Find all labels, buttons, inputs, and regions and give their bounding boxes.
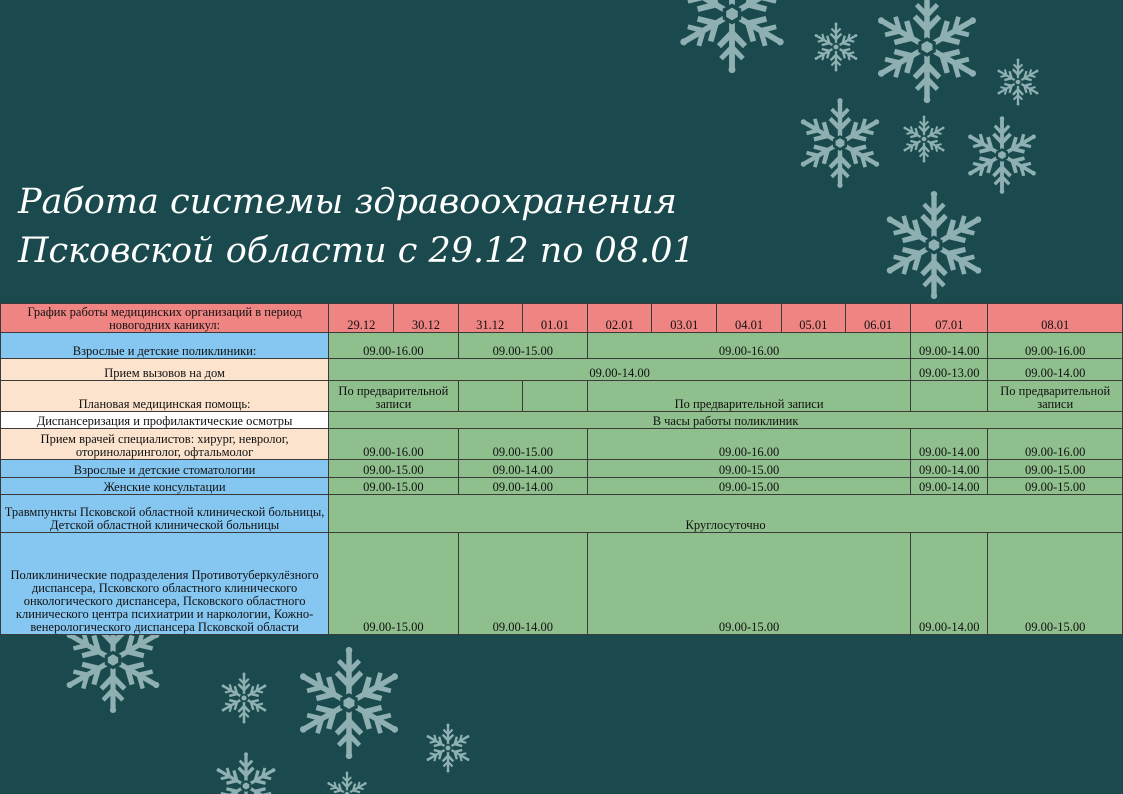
header-row — [1, 304, 1123, 333]
date-cell: 04.01 — [717, 304, 781, 333]
date-cell: 02.01 — [588, 304, 652, 333]
snowflake-icon — [325, 772, 370, 794]
hours-cell: 09.00-14.00 — [911, 533, 988, 635]
snowflake-icon — [963, 116, 1040, 194]
hours-cell: 09.00-13.00 — [911, 359, 988, 381]
table-row — [1, 333, 1123, 359]
row-label: Взрослые и детские стоматологии — [1, 460, 329, 478]
empty-cell — [911, 381, 988, 412]
hours-cell: В часы работы поликлиник — [329, 412, 1123, 429]
empty-cell — [458, 381, 522, 412]
hours-cell: По предварительной записи — [588, 381, 911, 412]
row-label: Травмпункты Псковской областной клинической больницы, Детской областной клинической больницы — [1, 495, 329, 533]
snowflake-icon — [901, 116, 948, 163]
date-cell: 03.01 — [652, 304, 717, 333]
hours-cell: 09.00-15.00 — [458, 333, 587, 359]
hours-cell: 09.00-15.00 — [458, 429, 587, 460]
date-cell: 05.01 — [781, 304, 845, 333]
hours-cell: 09.00-16.00 — [329, 429, 458, 460]
date-cell: 01.01 — [522, 304, 587, 333]
table-row — [1, 495, 1123, 533]
snowflake-icon — [293, 647, 404, 759]
snowflake-icon — [213, 752, 280, 794]
snowflake-icon — [812, 23, 861, 72]
row-label: Женские консультации — [1, 478, 329, 495]
hours-cell: 09.00-15.00 — [329, 533, 458, 635]
snowflake-icon — [424, 724, 473, 773]
hours-cell: 09.00-14.00 — [458, 478, 587, 495]
table-row — [1, 533, 1123, 635]
hours-cell: 09.00-15.00 — [588, 460, 911, 478]
snowflake-icon — [673, 0, 791, 73]
table-row — [1, 460, 1123, 478]
row-label: Прием врачей специалистов: хирург, невролог, оториноларинголог, офтальмолог — [1, 429, 329, 460]
date-cell: 06.01 — [845, 304, 910, 333]
header-label: График работы медицинских организаций в период новогодних каникул: — [1, 304, 329, 333]
hours-cell: 09.00-15.00 — [329, 460, 458, 478]
hours-cell: 09.00-14.00 — [911, 429, 988, 460]
empty-cell — [522, 381, 587, 412]
row-label: Взрослые и детские поликлиники: — [1, 333, 329, 359]
hours-cell: 09.00-15.00 — [588, 478, 911, 495]
schedule-table — [0, 303, 1123, 635]
hours-cell: 09.00-16.00 — [988, 333, 1123, 359]
date-cell: 31.12 — [458, 304, 522, 333]
snowflake-icon — [795, 98, 884, 188]
hours-cell: 09.00-14.00 — [911, 333, 988, 359]
snowflake-icon — [871, 0, 982, 103]
hours-cell: 09.00-16.00 — [988, 429, 1123, 460]
hours-cell: 09.00-15.00 — [988, 533, 1123, 635]
row-label: Прием вызовов на дом — [1, 359, 329, 381]
hours-cell: 09.00-16.00 — [588, 429, 911, 460]
title-line-2: Псковской области с 29.12 по 08.01 — [18, 231, 695, 271]
hours-cell: 09.00-16.00 — [588, 333, 911, 359]
hours-cell: Круглосуточно — [329, 495, 1123, 533]
hours-cell: 09.00-14.00 — [329, 359, 911, 381]
hours-cell: 09.00-14.00 — [911, 478, 988, 495]
date-cell: 08.01 — [988, 304, 1123, 333]
hours-cell: 09.00-15.00 — [588, 533, 911, 635]
date-cell: 07.01 — [911, 304, 988, 333]
hours-cell: 09.00-14.00 — [988, 359, 1123, 381]
row-label: Плановая медицинская помощь: — [1, 381, 329, 412]
hours-cell: 09.00-14.00 — [911, 460, 988, 478]
row-label: Диспансеризация и профилактические осмотры — [1, 412, 329, 429]
snowflake-icon — [219, 673, 270, 724]
row-label: Поликлинические подразделения Противотуберкулёзного диспансера, Псковского областного клинического онкологического диспансера, Псковского областного клинического центра психиатрии и наркологии, Кожно-венерологического диспансера Псковской области — [1, 533, 329, 635]
title-line-1: Работа системы здравоохранения — [18, 182, 677, 222]
date-cell: 29.12 — [329, 304, 394, 333]
page-title — [18, 178, 695, 276]
hours-cell: По предварительной записи — [329, 381, 458, 412]
table-row — [1, 429, 1123, 460]
hours-cell: 09.00-16.00 — [329, 333, 458, 359]
table-row — [1, 412, 1123, 429]
table-row — [1, 359, 1123, 381]
snowflake-icon — [995, 59, 1042, 106]
table-row — [1, 381, 1123, 412]
date-cell: 30.12 — [394, 304, 458, 333]
hours-cell: 09.00-15.00 — [988, 478, 1123, 495]
hours-cell: 09.00-15.00 — [329, 478, 458, 495]
table-row — [1, 478, 1123, 495]
hours-cell: 09.00-14.00 — [458, 460, 587, 478]
hours-cell: 09.00-14.00 — [458, 533, 587, 635]
hours-cell: 09.00-15.00 — [988, 460, 1123, 478]
snowflake-icon — [880, 191, 987, 299]
hours-cell: По предварительной записи — [988, 381, 1123, 412]
